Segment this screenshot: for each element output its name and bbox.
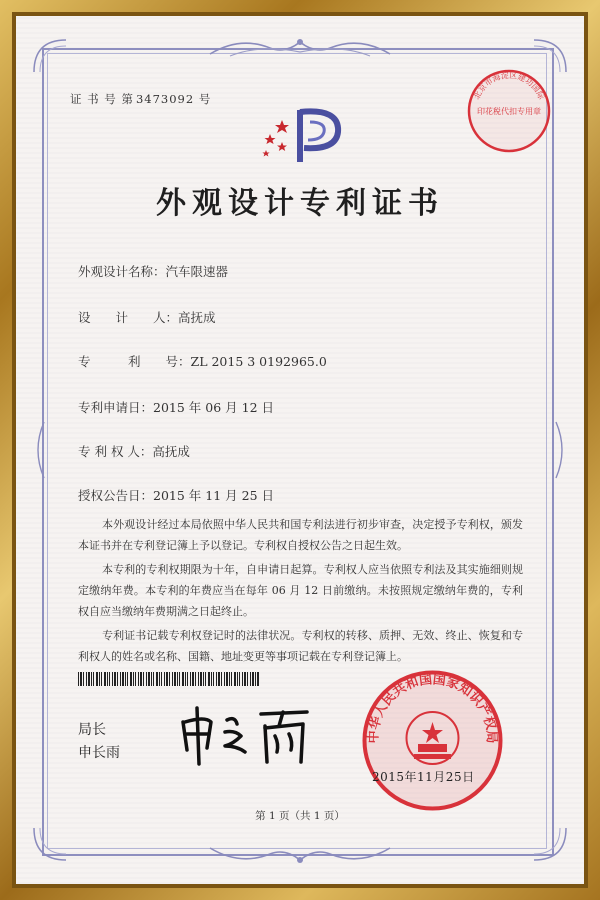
patent-office-logo-icon (252, 100, 352, 172)
top-ornament (200, 34, 400, 60)
field-label: 专 利 号： (78, 354, 191, 369)
field-label: 授权公告日： (78, 488, 154, 503)
field-value: 汽车限速器 (165, 264, 229, 279)
seal-text: 中华人民共和国国家知识产权局 (366, 672, 499, 744)
body-paragraph-3: 专利证书记载专利权登记时的法律状况。专利权的转移、质押、无效、终止、恢复和专利权人的姓名或名称、国籍、地址变更等事项记载在专利登记簿上。 (78, 629, 523, 663)
body-paragraph-1: 本外观设计经过本局依照中华人民共和国专利法进行初步审查，决定授予专利权，颁发本证书并在专利登记簿上予以登记。专利权自授权公告之日起生效。 (78, 518, 523, 552)
certificate-body (78, 514, 523, 670)
certificate-number-label: 证 书 号 第 (70, 92, 134, 106)
certificate-number (70, 91, 211, 107)
field-value: ZL 2015 3 0192965.0 (190, 354, 327, 369)
field-value: 2015 年 11 月 25 日 (153, 488, 275, 503)
field-patentee (78, 442, 190, 460)
body-paragraph-2: 本专利的专利权期限为十年，自申请日起算。专利权人应当依照专利法及其实施细则规定缴纳年费。本专利的年费应当在每年 06 月 12 日前缴纳。未按照规定缴纳年费的，专利权自应当缴纳年费期满之日起终止。 (78, 563, 523, 618)
tax-stamp-seal (466, 68, 552, 154)
field-design-name (78, 262, 228, 280)
barcode (78, 672, 260, 686)
certificate-title: 外观设计专利证书 (156, 186, 444, 221)
field-value: 高抚成 (178, 310, 216, 325)
tax-seal-text: 北京市海淀区建功国际 (472, 70, 546, 101)
side-ornament-right (550, 420, 570, 480)
director-title: 局长 (78, 722, 106, 738)
field-value: 高抚成 (152, 444, 190, 459)
seal-date: 2015年11月25日 (372, 770, 475, 784)
official-seal (360, 668, 505, 813)
corner-ornament-tl (30, 36, 70, 76)
field-patent-number (78, 352, 327, 370)
handwritten-signature (175, 700, 315, 770)
tax-seal-inner-text: 印花税代扣专用章 (477, 107, 541, 116)
certificate-number-value: 3473092 (135, 92, 195, 106)
corner-ornament-br (530, 824, 570, 864)
bottom-ornament (200, 842, 400, 868)
certificate-number-suffix: 号 (198, 92, 212, 106)
field-label: 专 利 权 人： (78, 444, 153, 459)
field-designer (78, 308, 216, 326)
field-value: 2015 年 06 月 12 日 (153, 400, 275, 415)
corner-ornament-bl (30, 824, 70, 864)
field-label: 专利申请日： (78, 400, 154, 415)
page-number: 第 1 页（共 1 页） (255, 810, 345, 822)
field-label: 设 计 人： (78, 310, 179, 325)
side-ornament-left (30, 420, 50, 480)
field-label: 外观设计名称： (78, 264, 166, 279)
field-grant-date (78, 486, 274, 504)
field-application-date (78, 398, 274, 416)
director-name: 申长雨 (78, 745, 120, 761)
